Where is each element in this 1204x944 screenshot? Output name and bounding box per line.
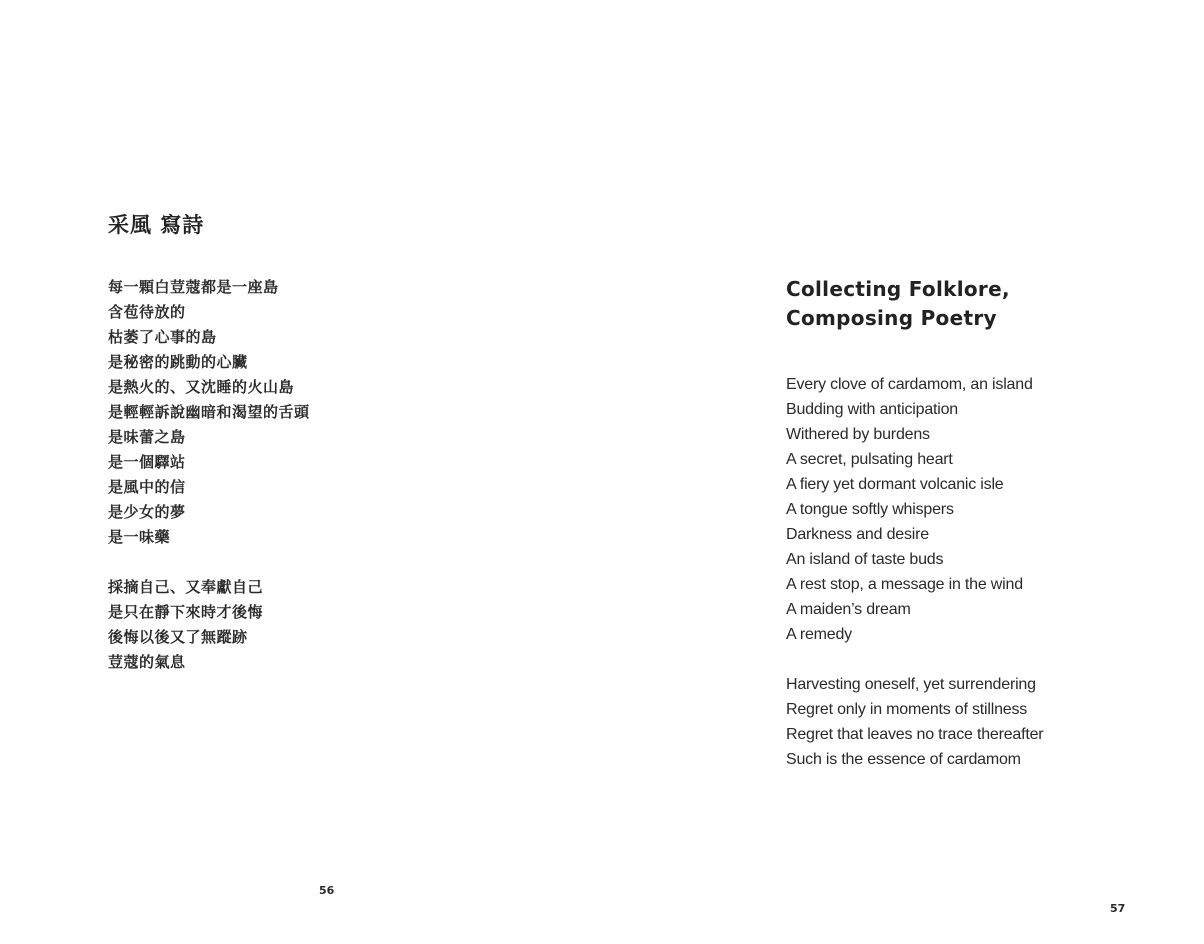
poem-line: 是少女的夢 xyxy=(108,503,186,521)
chinese-stanza-1 xyxy=(108,275,310,550)
right-page xyxy=(602,0,1204,944)
poem-line: Regret only in moments of stillness xyxy=(786,701,1028,718)
english-stanza-1 xyxy=(786,372,1033,647)
english-title xyxy=(786,275,1010,333)
poem-line: 是一個驛站 xyxy=(108,453,186,471)
poem-line: 是秘密的跳動的心臟 xyxy=(108,353,248,371)
poem-line: 是輕輕訴說幽暗和渴望的舌頭 xyxy=(108,403,310,421)
poem-line: 是只在靜下來時才後悔 xyxy=(108,603,264,621)
poem-line: A secret, pulsating heart xyxy=(786,451,953,468)
page-number-right: 57 xyxy=(1110,902,1126,915)
page-number-left: 56 xyxy=(319,884,335,897)
poem-line: 每一顆白荳蔻都是一座島 xyxy=(108,278,279,296)
poem-line: 是一味藥 xyxy=(108,528,171,546)
poem-line: Regret that leaves no trace thereafter xyxy=(786,726,1044,743)
english-title-line-2: Composing Poetry xyxy=(786,306,997,330)
poem-line: A fiery yet dormant volcanic isle xyxy=(786,476,1004,493)
poem-line: A rest stop, a message in the wind xyxy=(786,576,1023,593)
poem-line: 採摘自己、又奉獻自己 xyxy=(108,578,264,596)
poem-line: Every clove of cardamom, an island xyxy=(786,376,1033,393)
english-title-line-1: Collecting Folklore, xyxy=(786,277,1010,301)
poem-line: 荳蔻的氣息 xyxy=(108,653,186,671)
poem-line: Such is the essence of cardamom xyxy=(786,751,1021,768)
poem-line: 後悔以後又了無蹤跡 xyxy=(108,628,248,646)
poem-line: A tongue softly whispers xyxy=(786,501,954,518)
poem-line: A maiden’s dream xyxy=(786,601,911,618)
poem-line: 是熱火的、又沈睡的火山島 xyxy=(108,378,295,396)
poem-line: An island of taste buds xyxy=(786,551,944,568)
poem-line: 是風中的信 xyxy=(108,478,186,496)
poem-line: Withered by burdens xyxy=(786,426,930,443)
poem-line: 含苞待放的 xyxy=(108,303,186,321)
chinese-title: 采風 寫詩 xyxy=(108,213,205,237)
poem-line: Harvesting oneself, yet surrendering xyxy=(786,676,1036,693)
poem-line: 枯萎了心事的島 xyxy=(108,328,217,346)
chinese-stanza-2 xyxy=(108,575,263,675)
poem-line: Budding with anticipation xyxy=(786,401,959,418)
poem-line: 是味蕾之島 xyxy=(108,428,186,446)
english-stanza-2 xyxy=(786,672,1043,772)
poem-line: A remedy xyxy=(786,626,852,643)
poem-line: Darkness and desire xyxy=(786,526,929,543)
